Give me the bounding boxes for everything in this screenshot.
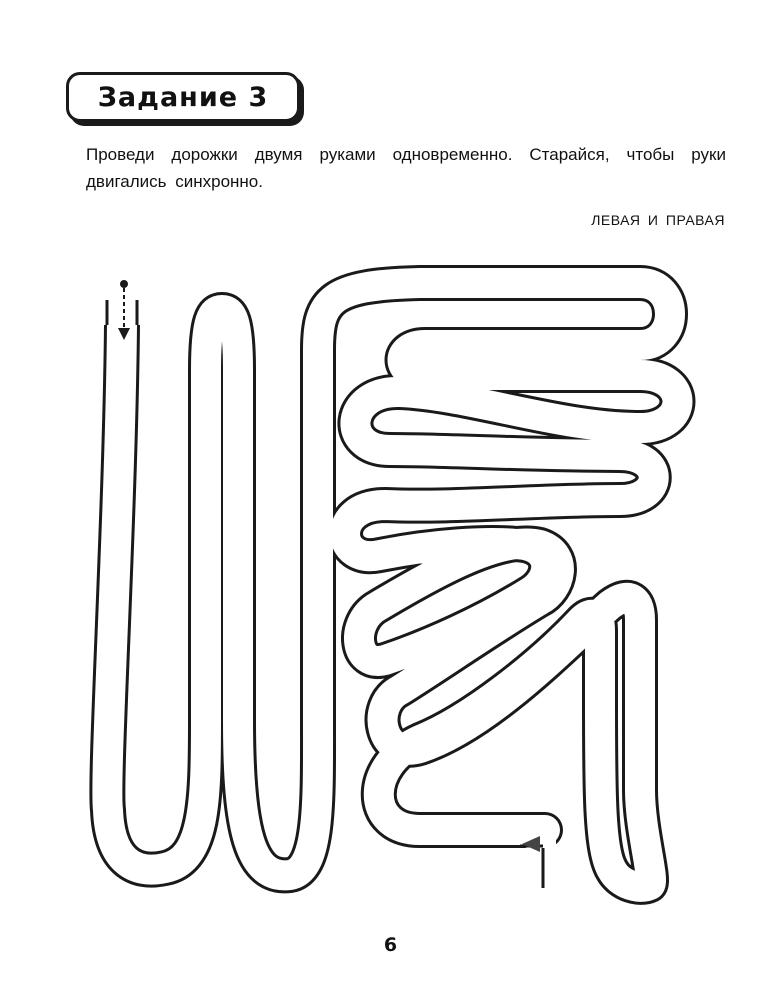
left-track-channel bbox=[107, 283, 677, 887]
start-dot-icon bbox=[120, 280, 128, 288]
left-track bbox=[107, 283, 677, 887]
hands-label: ЛЕВАЯ И ПРАВАЯ bbox=[591, 212, 725, 228]
page-number: 6 bbox=[383, 934, 398, 956]
instruction-text: Проведи дорожки двумя руками одновременно. Старайся, чтобы руки двигались синхронно. bbox=[86, 145, 726, 191]
task-title: Задание 3 bbox=[97, 81, 269, 113]
